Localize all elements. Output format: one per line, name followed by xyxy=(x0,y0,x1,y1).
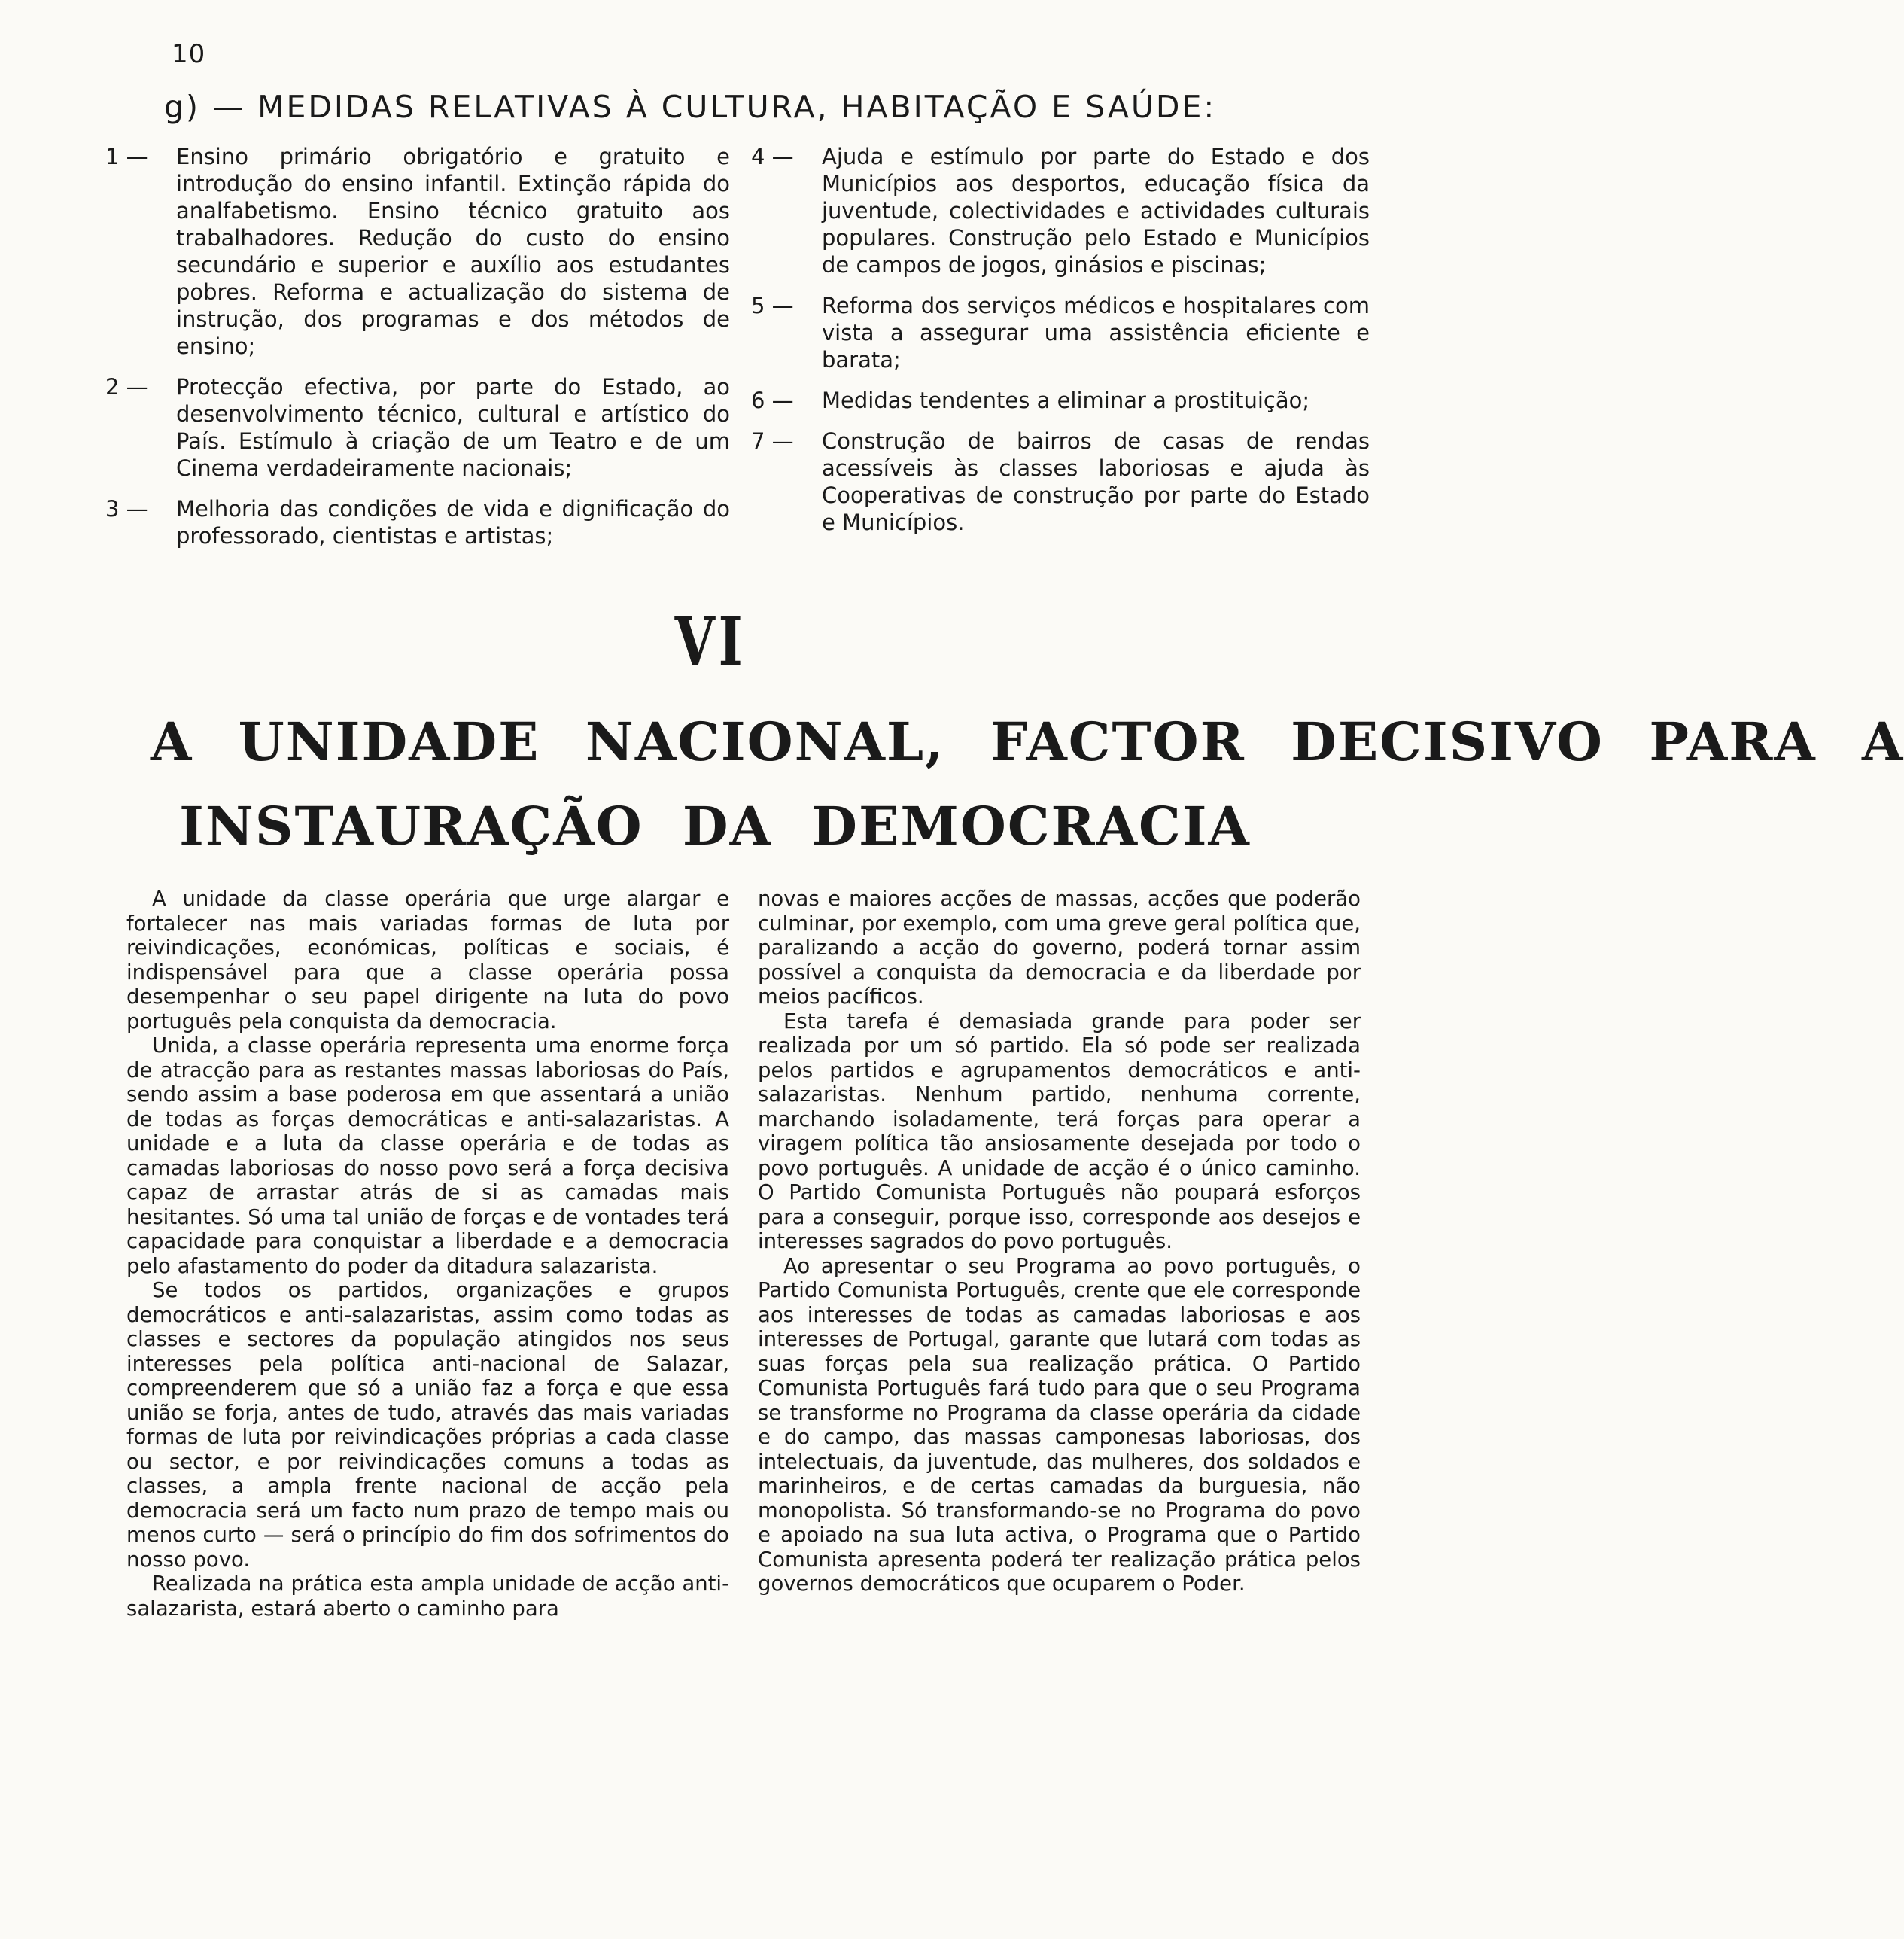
paragraph: novas e maiores acções de massas, acções que poderão culminar, por exemplo, com uma greve geral política que, paralizando a acção do governo, poderá tornar assim possível a conquista da democracia e da liberdade por meios pacíficos. xyxy=(758,887,1361,1009)
measures-column-right xyxy=(751,143,1370,563)
paragraph: Unida, a classe operária representa uma enorme força de atracção para as restantes massas laboriosas do País, sendo assim a base poderosa em que assentará a união de todas as forças democráticas e anti-salazaristas. A unidade e a luta da classe operária e de todas as camadas laboriosas do nosso povo será a força decisiva capaz de arrastar atrás de si as camadas mais hesitantes. Só uma tal união de forças e de vontades terá capacidade para conquistar a liberdade e a democracia pelo afastamento do poder da ditadura salazarista. xyxy=(126,1033,729,1278)
section-heading: g) — MEDIDAS RELATIVAS À CULTURA, HABITAÇÃO E SAÚDE: xyxy=(164,89,1217,125)
list-item xyxy=(105,373,730,482)
item-number: 7 — xyxy=(751,428,794,454)
item-number: 3 — xyxy=(105,496,148,522)
measures-column-left xyxy=(105,143,730,563)
item-number: 4 — xyxy=(751,144,794,169)
page-number: 10 xyxy=(172,39,206,69)
item-number: 5 — xyxy=(751,293,794,318)
item-text: Ajuda e estímulo por parte do Estado e dos Municípios aos desportos, educação física da juventude, colectividades e actividades culturais populares. Construção pelo Estado e Municípios de campos de jogos, ginásios e piscinas; xyxy=(822,144,1370,278)
list-item xyxy=(751,292,1370,373)
item-number: 2 — xyxy=(105,374,148,400)
paragraph: Ao apresentar o seu Programa ao povo português, o Partido Comunista Português, crente que ele corresponde aos interesses de todas as camadas laboriosas e aos interesses de Portugal, garante que lutará com todas as suas forças pela sua realização prática. O Partido Comunista Português fará tudo para que o seu Programa se transforme no Programa da classe operária da cidade e do campo, das massas camponesas laboriosas, dos intelectuais, da juventude, das mulheres, dos soldados e marinheiros, e de certas camadas da burguesia, não monopolista. Só transformando-se no Programa do povo e apoiado na sua luta activa, o Programa que o Partido Comunista apresenta poderá ter realização prática pelos governos democráticos que ocuparem o Poder. xyxy=(758,1253,1361,1596)
item-text: Melhoria das condições de vida e dignificação do professorado, cientistas e artistas; xyxy=(176,496,730,549)
paragraph: Realizada na prática esta ampla unidade de acção anti-salazarista, estará aberto o caminho para xyxy=(126,1572,729,1621)
item-text: Protecção efectiva, por parte do Estado, ao desenvolvimento técnico, cultural e artístico do País. Estímulo à criação de um Teatro e de um Cinema verdadeiramente nacionais; xyxy=(176,374,730,481)
list-item xyxy=(751,143,1370,279)
chapter-numeral: VI xyxy=(674,602,747,680)
paragraph: Se todos os partidos, organizações e grupos democráticos e anti-salazaristas, assim como todas as classes e sectores da população atingidos nos seus interesses pela política anti-nacional de Salazar, compreenderem que só a união faz a força e que essa união se forja, antes de tudo, através das mais variadas formas de luta por reivindicações próprias a cada classe ou sector, e por reivindicações comuns a todas as classes, a ampla frente nacional de acção pela democracia será um facto num prazo de tempo mais ou menos curto — será o princípio do fim dos sofrimentos do nosso povo. xyxy=(126,1278,729,1572)
item-text: Reforma dos serviços médicos e hospitalares com vista a assegurar uma assistência eficiente e barata; xyxy=(822,293,1370,373)
item-text: Construção de bairros de casas de rendas acessíveis às classes laboriosas e ajuda às Cooperativas de construção por parte do Estado e Municípios. xyxy=(822,428,1370,535)
item-text: Ensino primário obrigatório e gratuito e introdução do ensino infantil. Extinção rápida do analfabetismo. Ensino técnico gratuito aos trabalhadores. Redução do custo do ensino secundário e superior e auxílio aos estudantes pobres. Reforma e actualização do sistema de instrução, dos programas e dos métodos de ensino; xyxy=(176,144,730,359)
measures-list xyxy=(105,143,1370,563)
chapter-title xyxy=(151,700,1904,869)
list-item xyxy=(751,428,1370,536)
body-column-right xyxy=(758,887,1361,1621)
paragraph: Esta tarefa é demasiada grande para poder ser realizada por um só partido. Ela só pode ser realizada pelos partidos e agrupamentos democráticos e anti-salazaristas. Nenhum partido, nenhuma corrente, marchando isoladamente, terá forças para operar a viragem política tão ansiosamente desejada por todo o povo português. A unidade de acção é o único caminho. O Partido Comunista Português não poupará esforços para a conseguir, porque isso, corresponde aos desejos e interesses sagrados do povo português. xyxy=(758,1009,1361,1253)
body-column-left xyxy=(126,887,729,1621)
paragraph: A unidade da classe operária que urge alargar e fortalecer nas mais variadas formas de luta por reivindicações, económicas, políticas e sociais, é indispensável para que a classe operária possa desempenhar o seu papel dirigente na luta do povo português pela conquista da democracia. xyxy=(126,887,729,1033)
item-number: 1 — xyxy=(105,144,148,169)
item-number: 6 — xyxy=(751,388,794,413)
chapter-title-line: INSTAURAÇÃO DA DEMOCRACIA xyxy=(179,795,1251,857)
chapter-title-line: A UNIDADE NACIONAL, FACTOR DECISIVO PARA A xyxy=(151,711,1904,773)
list-item xyxy=(105,495,730,549)
body-text xyxy=(126,887,1361,1621)
list-item xyxy=(105,143,730,360)
list-item xyxy=(751,387,1370,414)
item-text: Medidas tendentes a eliminar a prostituição; xyxy=(822,388,1310,413)
